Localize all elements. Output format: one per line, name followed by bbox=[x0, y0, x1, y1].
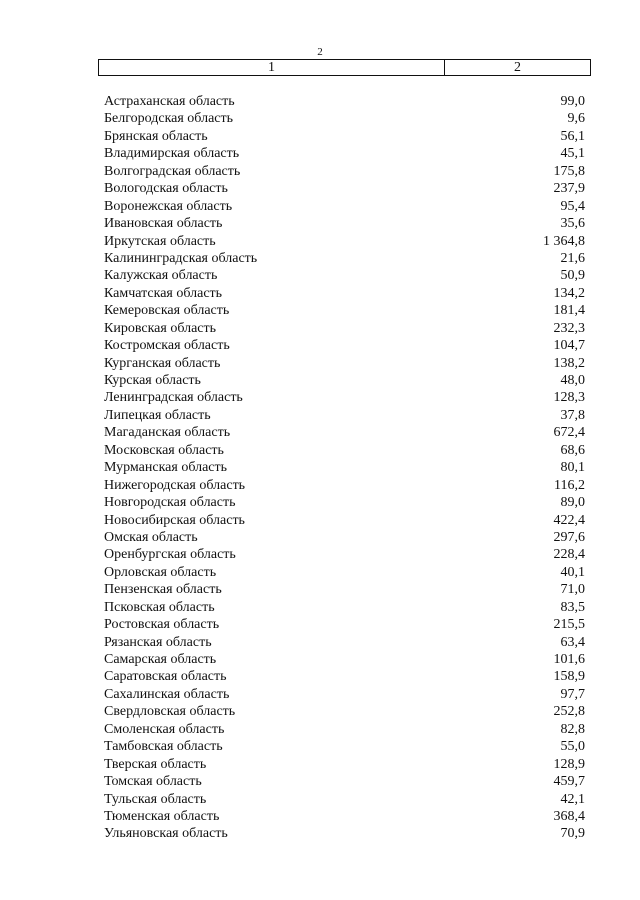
region-name: Липецкая область bbox=[104, 407, 211, 423]
table-row bbox=[104, 686, 585, 703]
table-body bbox=[104, 93, 585, 843]
region-name: Ивановская область bbox=[104, 216, 223, 232]
table-row bbox=[104, 721, 585, 738]
region-name: Брянская область bbox=[104, 128, 208, 144]
table-row bbox=[104, 634, 585, 651]
table-row bbox=[104, 128, 585, 145]
region-value: 459,7 bbox=[553, 774, 585, 790]
region-name: Воронежская область bbox=[104, 198, 233, 214]
region-name: Новгородская область bbox=[104, 495, 236, 511]
region-name: Ульяновская область bbox=[104, 826, 228, 842]
region-name: Камчатская область bbox=[104, 285, 223, 301]
table-row bbox=[104, 825, 585, 842]
table-row bbox=[104, 738, 585, 755]
table-row bbox=[104, 337, 585, 354]
region-value: 128,9 bbox=[553, 756, 585, 772]
region-value: 37,8 bbox=[560, 407, 585, 423]
region-value: 368,4 bbox=[553, 808, 585, 824]
table-row bbox=[104, 791, 585, 808]
region-value: 181,4 bbox=[553, 303, 585, 319]
region-value: 40,1 bbox=[560, 564, 585, 580]
table-row bbox=[104, 163, 585, 180]
region-name: Орловская область bbox=[104, 564, 217, 580]
table-row bbox=[104, 546, 585, 563]
region-value: 252,8 bbox=[553, 704, 585, 720]
region-value: 422,4 bbox=[553, 512, 585, 528]
region-name: Курганская область bbox=[104, 355, 221, 371]
region-value: 63,4 bbox=[560, 634, 585, 650]
region-value: 138,2 bbox=[553, 355, 585, 371]
region-value: 1 364,8 bbox=[543, 233, 585, 249]
region-value: 97,7 bbox=[560, 686, 585, 702]
table-row bbox=[104, 110, 585, 127]
region-name: Пензенская область bbox=[104, 582, 222, 598]
region-name: Московская область bbox=[104, 442, 224, 458]
table-row bbox=[104, 407, 585, 424]
region-name: Самарская область bbox=[104, 652, 217, 667]
table-row bbox=[104, 215, 585, 232]
table-row bbox=[104, 756, 585, 773]
region-name: Тверская область bbox=[104, 756, 207, 772]
region-value: 45,1 bbox=[560, 146, 585, 162]
region-name: Нижегородская область bbox=[104, 477, 246, 493]
region-name: Кировская область bbox=[104, 320, 217, 336]
table-row bbox=[104, 302, 585, 319]
region-value: 50,9 bbox=[560, 268, 585, 284]
region-value: 134,2 bbox=[553, 285, 585, 301]
table-row bbox=[104, 233, 585, 250]
table-row bbox=[104, 180, 585, 197]
region-name: Новосибирская область bbox=[104, 512, 245, 528]
table-row bbox=[104, 145, 585, 162]
region-value: 228,4 bbox=[553, 547, 585, 563]
region-name: Кемеровская область bbox=[104, 303, 230, 319]
region-value: 80,1 bbox=[560, 460, 585, 476]
region-value: 42,1 bbox=[560, 791, 585, 807]
region-name: Курская область bbox=[104, 373, 201, 388]
region-value: 89,0 bbox=[560, 495, 585, 511]
table-row bbox=[104, 424, 585, 441]
region-name: Томская область bbox=[104, 774, 202, 790]
region-value: 82,8 bbox=[560, 721, 585, 737]
table-row bbox=[104, 320, 585, 337]
region-value: 99,0 bbox=[560, 94, 585, 109]
region-name: Астраханская область bbox=[104, 94, 235, 109]
region-value: 101,6 bbox=[553, 652, 585, 667]
table-row bbox=[104, 529, 585, 546]
region-value: 175,8 bbox=[553, 163, 585, 179]
region-name: Иркутская область bbox=[104, 233, 216, 249]
table-row bbox=[104, 389, 585, 406]
table-row bbox=[104, 651, 585, 668]
region-value: 215,5 bbox=[553, 617, 585, 633]
table-header bbox=[98, 59, 591, 76]
region-value: 68,6 bbox=[560, 442, 585, 458]
table-row bbox=[104, 477, 585, 494]
region-name: Ростовская область bbox=[104, 617, 220, 633]
region-value: 104,7 bbox=[553, 338, 585, 354]
region-value: 128,3 bbox=[553, 390, 585, 406]
table-row bbox=[104, 616, 585, 633]
region-value: 116,2 bbox=[554, 477, 585, 493]
column-header-1: 1 bbox=[99, 60, 445, 75]
region-name: Смоленская область bbox=[104, 721, 225, 737]
region-name: Тамбовская область bbox=[104, 739, 223, 755]
region-value: 95,4 bbox=[560, 198, 585, 214]
region-value: 55,0 bbox=[560, 739, 585, 755]
region-value: 672,4 bbox=[553, 425, 585, 441]
region-value: 83,5 bbox=[560, 599, 585, 615]
region-value: 71,0 bbox=[560, 582, 585, 598]
region-value: 232,3 bbox=[553, 320, 585, 336]
table-row bbox=[104, 668, 585, 685]
region-name: Рязанская область bbox=[104, 634, 212, 650]
table-row bbox=[104, 599, 585, 616]
table-row bbox=[104, 442, 585, 459]
region-name: Тюменская область bbox=[104, 808, 220, 824]
region-name: Белгородская область bbox=[104, 111, 234, 127]
region-name: Оренбургская область bbox=[104, 547, 236, 563]
table-row bbox=[104, 285, 585, 302]
region-name: Ленинградская область bbox=[104, 390, 243, 406]
region-name: Вологодская область bbox=[104, 181, 228, 197]
table-row bbox=[104, 459, 585, 476]
region-value: 237,9 bbox=[553, 181, 585, 197]
region-name: Калужская область bbox=[104, 268, 218, 284]
region-name: Псковская область bbox=[104, 599, 215, 615]
region-value: 297,6 bbox=[553, 529, 585, 545]
region-name: Тульская область bbox=[104, 791, 207, 807]
region-name: Калининградская область bbox=[104, 250, 258, 266]
region-name: Мурманская область bbox=[104, 460, 228, 476]
table-row bbox=[104, 494, 585, 511]
table-row bbox=[104, 250, 585, 267]
table-row bbox=[104, 773, 585, 790]
region-name: Саратовская область bbox=[104, 669, 227, 685]
region-name: Волгоградская область bbox=[104, 163, 241, 179]
region-name: Магаданская область bbox=[104, 425, 231, 441]
region-value: 48,0 bbox=[560, 373, 585, 388]
region-value: 70,9 bbox=[560, 826, 585, 842]
page-number: 2 bbox=[317, 46, 323, 58]
region-name: Костромская область bbox=[104, 338, 230, 354]
region-value: 56,1 bbox=[560, 128, 585, 144]
region-name: Свердловская область bbox=[104, 704, 236, 720]
region-name: Омская область bbox=[104, 529, 198, 545]
region-name: Сахалинская область bbox=[104, 686, 230, 702]
table-row bbox=[104, 512, 585, 529]
table-row bbox=[104, 808, 585, 825]
table-row bbox=[104, 564, 585, 581]
region-value: 9,6 bbox=[567, 111, 585, 127]
table-row bbox=[104, 372, 585, 389]
table-row bbox=[104, 581, 585, 598]
region-name: Владимирская область bbox=[104, 146, 240, 162]
table-row bbox=[104, 355, 585, 372]
region-value: 21,6 bbox=[560, 250, 585, 266]
table-row bbox=[104, 267, 585, 284]
table-row bbox=[104, 703, 585, 720]
table-row bbox=[104, 198, 585, 215]
column-header-2: 2 bbox=[514, 60, 521, 75]
region-value: 158,9 bbox=[553, 669, 585, 685]
region-value: 35,6 bbox=[560, 216, 585, 232]
table-row bbox=[104, 93, 585, 110]
